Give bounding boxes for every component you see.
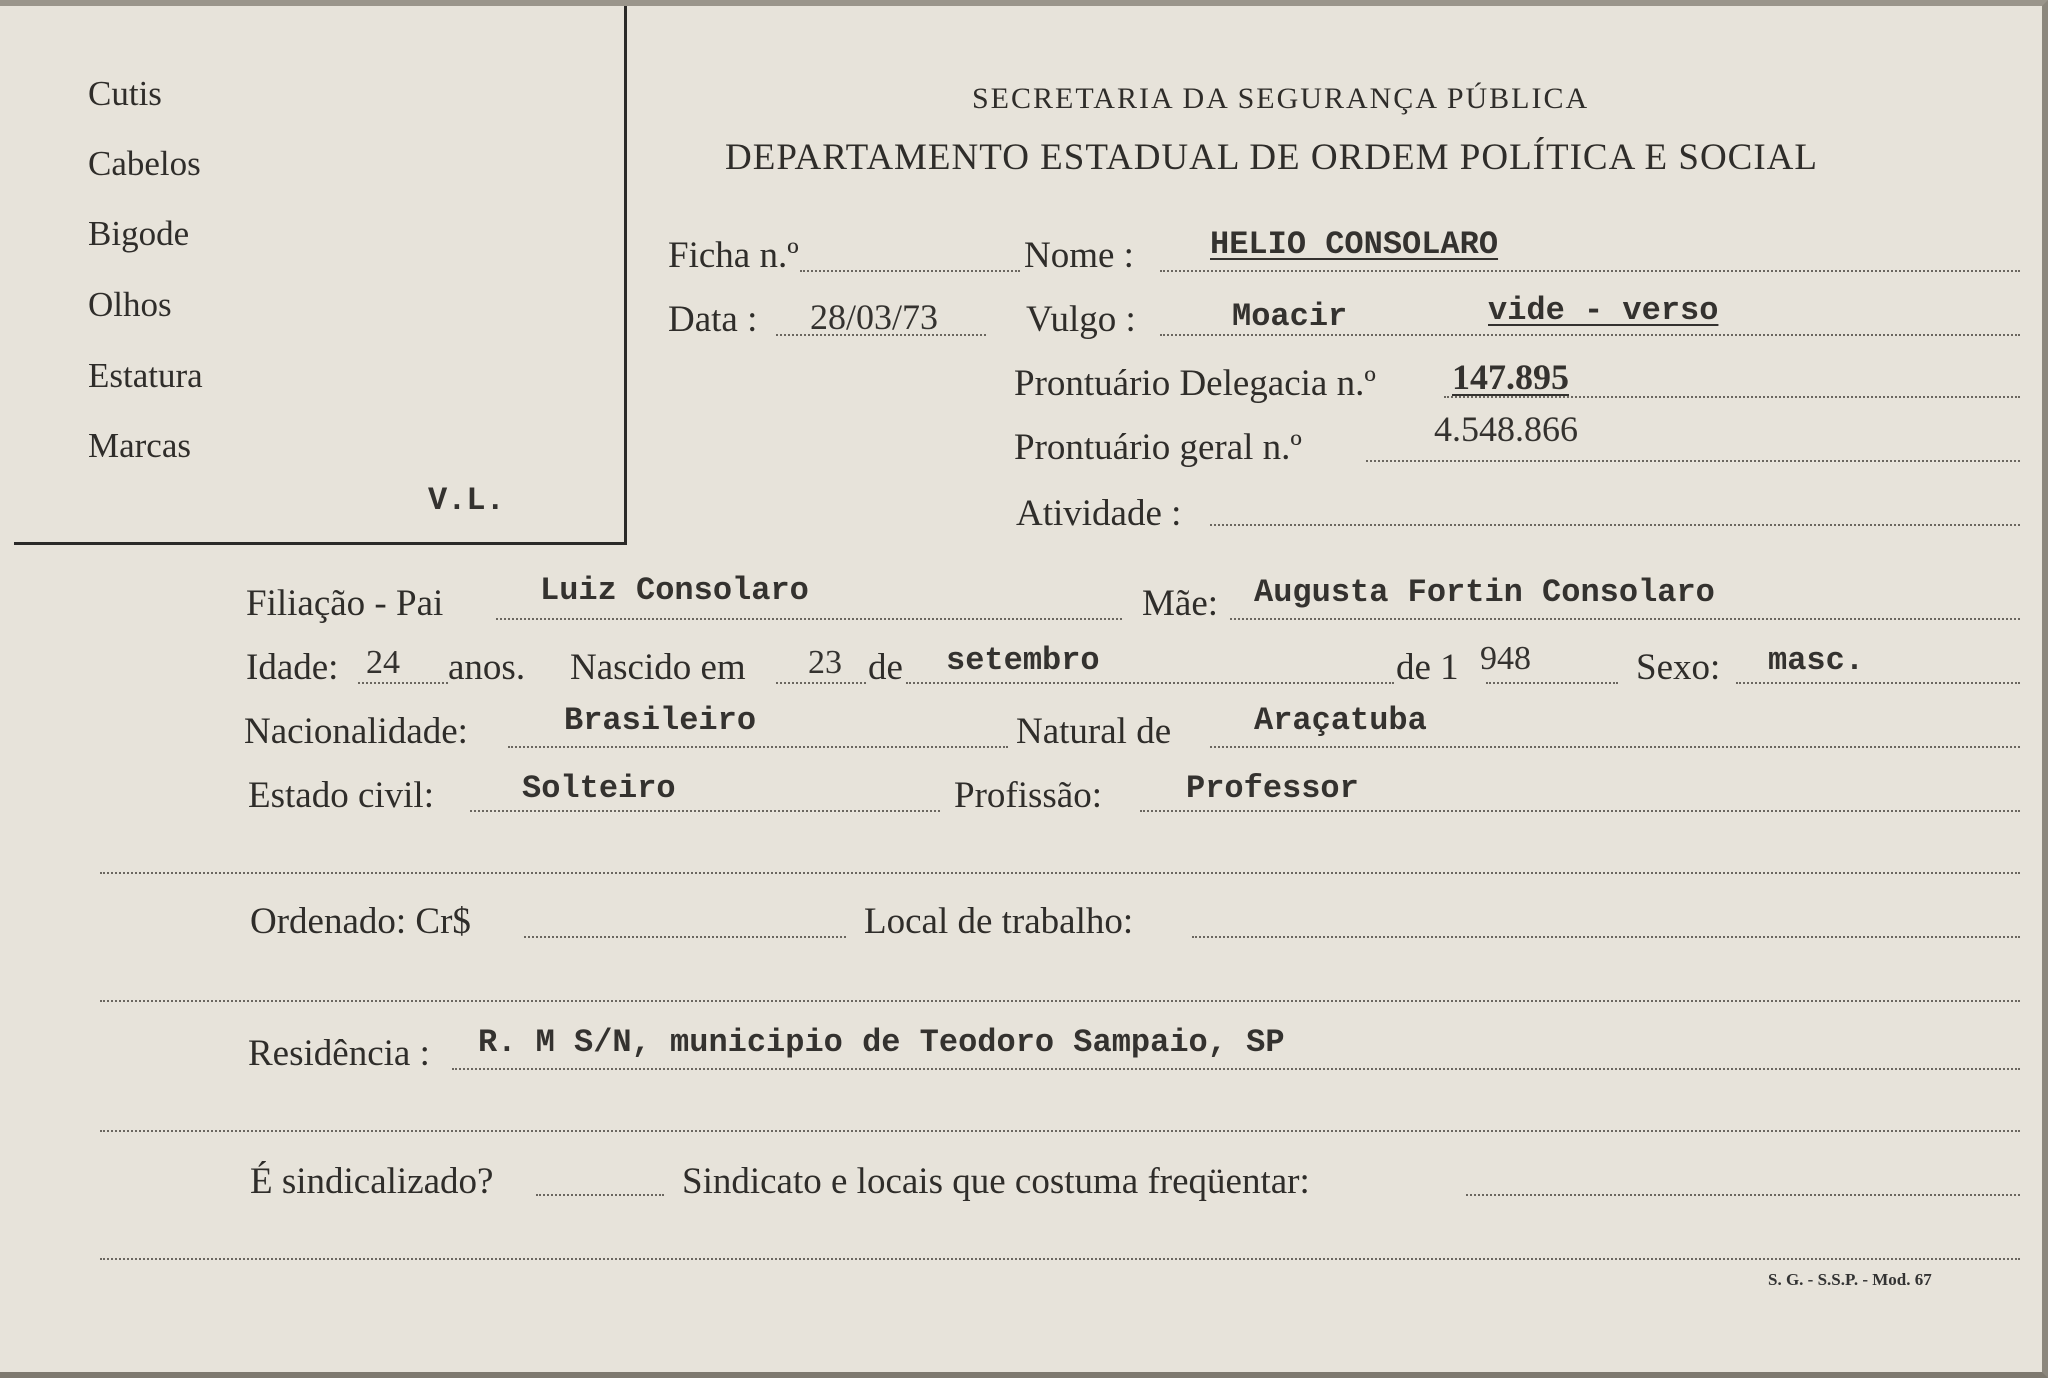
value-dia: 23 xyxy=(808,644,842,681)
header-departamento: DEPARTAMENTO ESTADUAL DE ORDEM POLÍTICA E SOCIAL xyxy=(725,137,1818,178)
label-anos: anos. xyxy=(448,647,526,688)
label-ordenado: Ordenado: Cr$ xyxy=(250,901,471,942)
value-nacionalidade: Brasileiro xyxy=(564,702,757,739)
label-estado-civil: Estado civil: xyxy=(248,775,434,816)
label-cabelos: Cabelos xyxy=(88,144,201,183)
label-local-trabalho: Local de trabalho: xyxy=(864,901,1134,942)
value-residencia: R. M S/N, municipio de Teodoro Sampaio, SP xyxy=(478,1024,1285,1061)
label-idade: Idade: xyxy=(246,647,339,688)
value-nome: HELIO CONSOLARO xyxy=(1210,226,1499,263)
marks-note: V.L. xyxy=(428,482,505,519)
label-nacionalidade: Nacionalidade: xyxy=(244,711,468,752)
label-prontuario-geral: Prontuário geral n.º xyxy=(1014,427,1302,468)
form-code: S. G. - S.S.P. - Mod. 67 xyxy=(1768,1270,1932,1289)
label-bigode: Bigode xyxy=(88,214,190,253)
label-ficha: Ficha n.º xyxy=(668,235,799,276)
label-estatura: Estatura xyxy=(88,356,203,395)
label-prontuario-delegacia: Prontuário Delegacia n.º xyxy=(1014,363,1376,404)
label-sindicalizado: É sindicalizado? xyxy=(250,1161,494,1202)
label-residencia: Residência : xyxy=(248,1033,430,1074)
value-vulgo: Moacir xyxy=(1232,298,1348,335)
value-profissao: Professor xyxy=(1186,770,1359,807)
label-de: de xyxy=(868,647,903,688)
value-prontuario-delegacia: 147.895 xyxy=(1452,357,1569,397)
label-natural-de: Natural de xyxy=(1016,711,1172,752)
value-natural: Araçatuba xyxy=(1254,702,1427,739)
value-mae: Augusta Fortin Consolaro xyxy=(1254,574,1715,611)
value-data: 28/03/73 xyxy=(810,297,939,337)
value-prontuario-geral: 4.548.866 xyxy=(1434,409,1578,449)
label-mae: Mãe: xyxy=(1142,583,1219,624)
header-secretaria: SECRETARIA DA SEGURANÇA PÚBLICA xyxy=(972,82,1590,115)
value-estado-civil: Solteiro xyxy=(522,770,676,807)
label-sexo: Sexo: xyxy=(1636,647,1721,688)
value-mes: setembro xyxy=(946,642,1100,679)
label-vulgo: Vulgo : xyxy=(1026,299,1136,340)
label-data: Data : xyxy=(668,299,758,340)
value-vulgo-note: vide - verso xyxy=(1488,292,1719,329)
label-olhos: Olhos xyxy=(88,285,172,324)
label-filiacao-pai: Filiação - Pai xyxy=(246,583,444,624)
label-marcas: Marcas xyxy=(88,426,192,465)
value-sexo: masc. xyxy=(1768,642,1865,679)
value-pai: Luiz Consolaro xyxy=(540,572,809,609)
label-nascido-em: Nascido em xyxy=(570,647,746,688)
label-profissao: Profissão: xyxy=(954,775,1102,816)
label-sindicato: Sindicato e locais que costuma freqüentar: xyxy=(682,1161,1310,1202)
label-atividade: Atividade : xyxy=(1016,493,1182,534)
label-nome: Nome : xyxy=(1024,235,1134,276)
label-cutis: Cutis xyxy=(88,74,162,113)
value-ano: 948 xyxy=(1480,640,1531,677)
label-de-ano: de 1 xyxy=(1396,647,1459,688)
value-idade: 24 xyxy=(366,644,400,681)
